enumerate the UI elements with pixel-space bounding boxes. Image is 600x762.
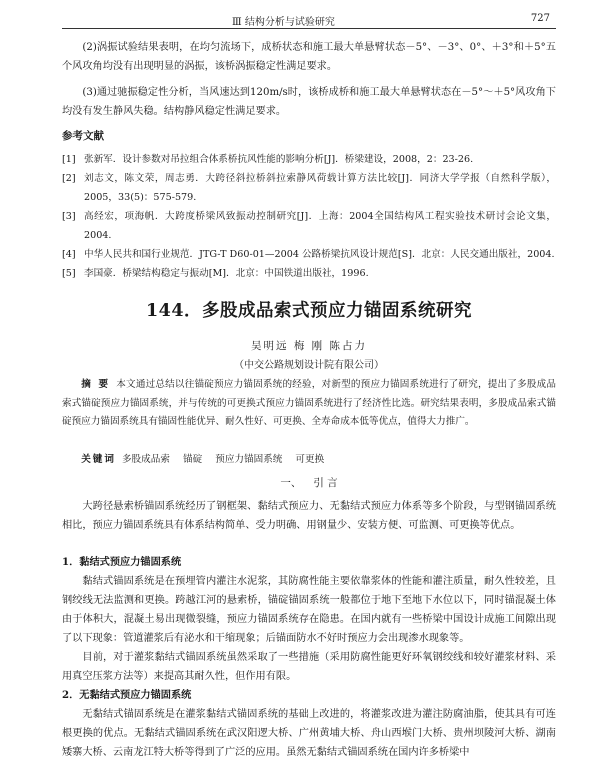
keywords [62, 451, 324, 465]
page-number: 727 [530, 13, 550, 24]
reference-number: [2] [62, 173, 76, 184]
reference-text: 中华人民共和国行业规范．JTG-T D60-01—2004 公路桥梁抗风设计规范[S]．北京：人民交通出版社，2004. [84, 249, 555, 260]
running-head-section: Ⅲ 结构分析与试验研究 [232, 17, 335, 28]
intro-paragraph: 大跨径悬索桥锚固系统经历了钢框架、黏结式预应力、无黏结式预应力体系等多个阶段，与型钢锚固系统相比，预应力锚固系统具有体系结构简单、受力明确、用钢量少、安装方便、可监测、可更换等优点。 [62, 501, 556, 531]
reference-item [62, 207, 556, 245]
section-number: 一、 [280, 477, 302, 489]
article-affiliation: （中交公路规划设计院有限公司） [234, 360, 384, 371]
reference-text: 张新军．设计参数对吊拉组合体系桥抗风性能的影响分析[J]．桥梁建设，2008，2：23-26. [84, 154, 474, 165]
abstract-text: 本文通过总结以往锚碇预应力锚固系统的经验，对新型的预应力锚固系统进行了研究，提出了多股成品索式锚碇预应力锚固系统，并与传统的可更换式预应力锚固系统进行了经济性比选。研究结果表明，多股成品索式锚碇预应力锚固系统具有锚固性能优异、耐久性好、可更换、全寿命成本低等优点，值得大力推广。 [62, 379, 556, 427]
bonded-system-paragraph-2: 目前，对于灌浆黏结式锚固系统虽然采取了一些措施（采用防腐性能更好环氧钢绞线和较好灌浆材料、采用真空压浆方法等）来提高其耐久性，但作用有限。 [62, 652, 556, 682]
keywords-text: 多股成品索 锚碇 预应力锚固系统 可更换 [121, 454, 325, 465]
article-title: 144．多股成品索式预应力锚固系统研究 [145, 301, 473, 321]
reference-item [62, 150, 556, 169]
references-title: 参考文献 [62, 130, 104, 142]
section-title: 引 言 [313, 477, 338, 489]
reference-list [62, 150, 556, 283]
article-authors: 吴明远 梅 刚 陈占力 [250, 340, 367, 352]
running-head [62, 12, 556, 29]
reference-number: [1] [62, 154, 76, 165]
reference-number: [4] [62, 249, 76, 260]
conclusion-paragraph-2: (2)涡振试验结果表明，在均匀流场下，成桥状态和施工最大单悬臂状态－5°、－3°、0°、＋3°和＋5°五个风攻角均没有出现明显的涡振，该桥涡振稳定性满足要求。 [62, 42, 556, 72]
abstract-label: 摘 要 [81, 379, 111, 390]
reference-text: 高经宏，项海帆．大跨度桥梁风致振动控制研究[J]．上海：2004全国结构风工程实验技术研讨会论文集，2004. [84, 211, 556, 241]
keywords-label: 关键词 [81, 454, 116, 465]
subheading-bonded-system: 1．黏结式预应力锚固系统 [62, 556, 182, 568]
abstract [62, 376, 556, 432]
section-heading-introduction [62, 475, 556, 490]
reference-item [62, 169, 556, 207]
reference-text: 刘志文，陈文荣，周志勇．大跨径斜拉桥斜拉索静风荷载计算方法比较[J]．同济大学学报（自然科学版），2005，33(5)：575-579. [84, 173, 556, 203]
reference-number: [3] [62, 211, 76, 222]
conclusion-paragraph-3: (3)通过驰振稳定性分析，当风速达到120m/s时，该桥成桥和施工最大单悬臂状态在－5°～＋5°风攻角下均没有发生静风失稳。结构静风稳定性满足要求。 [62, 87, 556, 117]
reference-number: [5] [62, 268, 76, 279]
reference-item [62, 245, 556, 264]
reference-item [62, 264, 556, 283]
subheading-unbonded-system: 2．无黏结式预应力锚固系统 [62, 689, 192, 701]
unbonded-system-paragraph: 无黏结式锚固系统是在灌浆黏结式锚固系统的基础上改进的，将灌浆改进为灌注防腐油脂，使其具有可连根更换的优点。无黏结式锚固系统在武汉阳逻大桥、广州黄埔大桥、舟山西堠门大桥、贵州坝陵河大桥、湖南矮寨大桥、云南龙江特大桥等得到了广泛的应用。虽然无黏结式锚固系统在国内许多桥梁中 [62, 709, 556, 758]
reference-text: 李国豪．桥梁结构稳定与振动[M]．北京：中国铁道出版社，1996. [84, 268, 369, 279]
bonded-system-paragraph-1: 黏结式锚固系统是在预埋管内灌注水泥浆，其防腐性能主要依靠浆体的性能和灌注质量，耐久性较差，且钢绞线无法监测和更换。跨越江河的悬索桥，锚碇锚固系统一般都位于地下至地下水位以下，同时锚混凝土体由于体积大，混凝土易出现微裂缝，预应力锚固系统存在隐患。在国内就有一些桥梁中国设计成施工间隙出现了以下现象：管道灌浆后有泌水和干缩现象；后锚面防水不好时预应力会出现渗水现象等。 [62, 576, 556, 644]
